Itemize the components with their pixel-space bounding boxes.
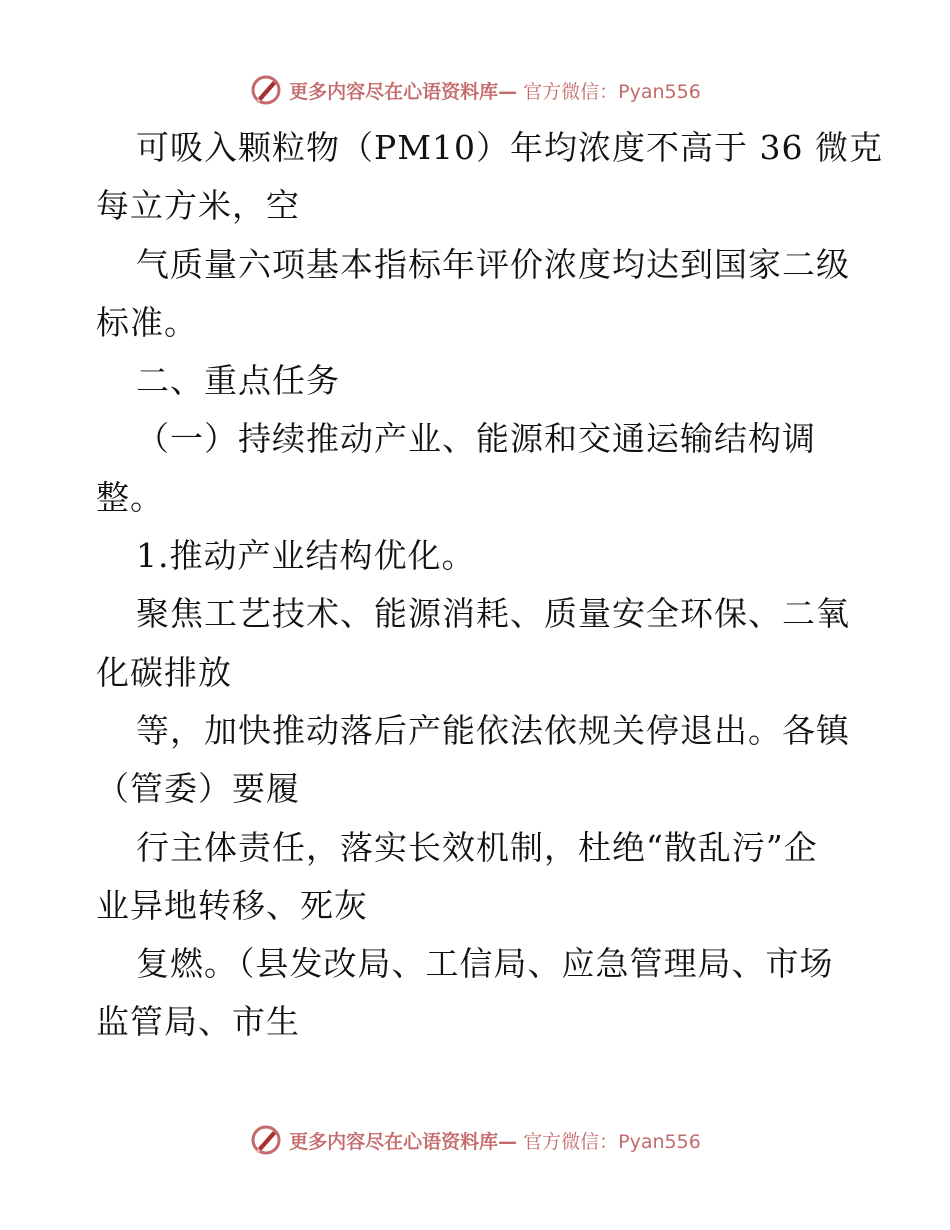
pen-logo-icon (249, 1123, 283, 1157)
item-heading: 1.推动产业结构优化。 (136, 536, 476, 576)
watermark-text: 更多内容尽在心语资料库— (289, 80, 518, 103)
text-line: 监管局、市生 (96, 1002, 300, 1042)
text-line: 业异地转移、死灰 (96, 885, 368, 925)
text-line: 可吸入颗粒物（PM10）年均浓度不高于 36 微克 (136, 128, 883, 167)
section-heading: 二、重点任务 (136, 361, 340, 401)
pen-logo-icon (249, 73, 283, 107)
watermark-wechat: 官方微信：Pyan556 (523, 1130, 701, 1153)
document-body (96, 119, 883, 1052)
subsection-heading: （一）持续推动产业、能源和交通运输结构调 (136, 419, 816, 459)
text-line: 整。 (96, 477, 164, 517)
text-line: 复燃。（县发改局、工信局、应急管理局、市场 (136, 944, 834, 984)
text-line: 化碳排放 (96, 652, 232, 692)
text-line: 气质量六项基本指标年评价浓度均达到国家二级 (136, 244, 850, 284)
text-line: 聚焦工艺技术、能源消耗、质量安全环保、二氧 (136, 594, 850, 634)
text-line: 每立方米，空 (96, 186, 300, 226)
watermark-text: 更多内容尽在心语资料库— (289, 1130, 518, 1153)
header-watermark (0, 70, 950, 110)
footer-watermark (0, 1120, 950, 1160)
text-line: 标准。 (96, 302, 198, 342)
watermark-wechat: 官方微信：Pyan556 (523, 80, 701, 103)
text-line: （管委）要履 (96, 769, 300, 809)
text-line: 等，加快推动落后产能依法依规关停退出。各镇 (136, 710, 850, 750)
text-line: 行主体责任，落实长效机制，杜绝“散乱污”企 (136, 827, 818, 867)
